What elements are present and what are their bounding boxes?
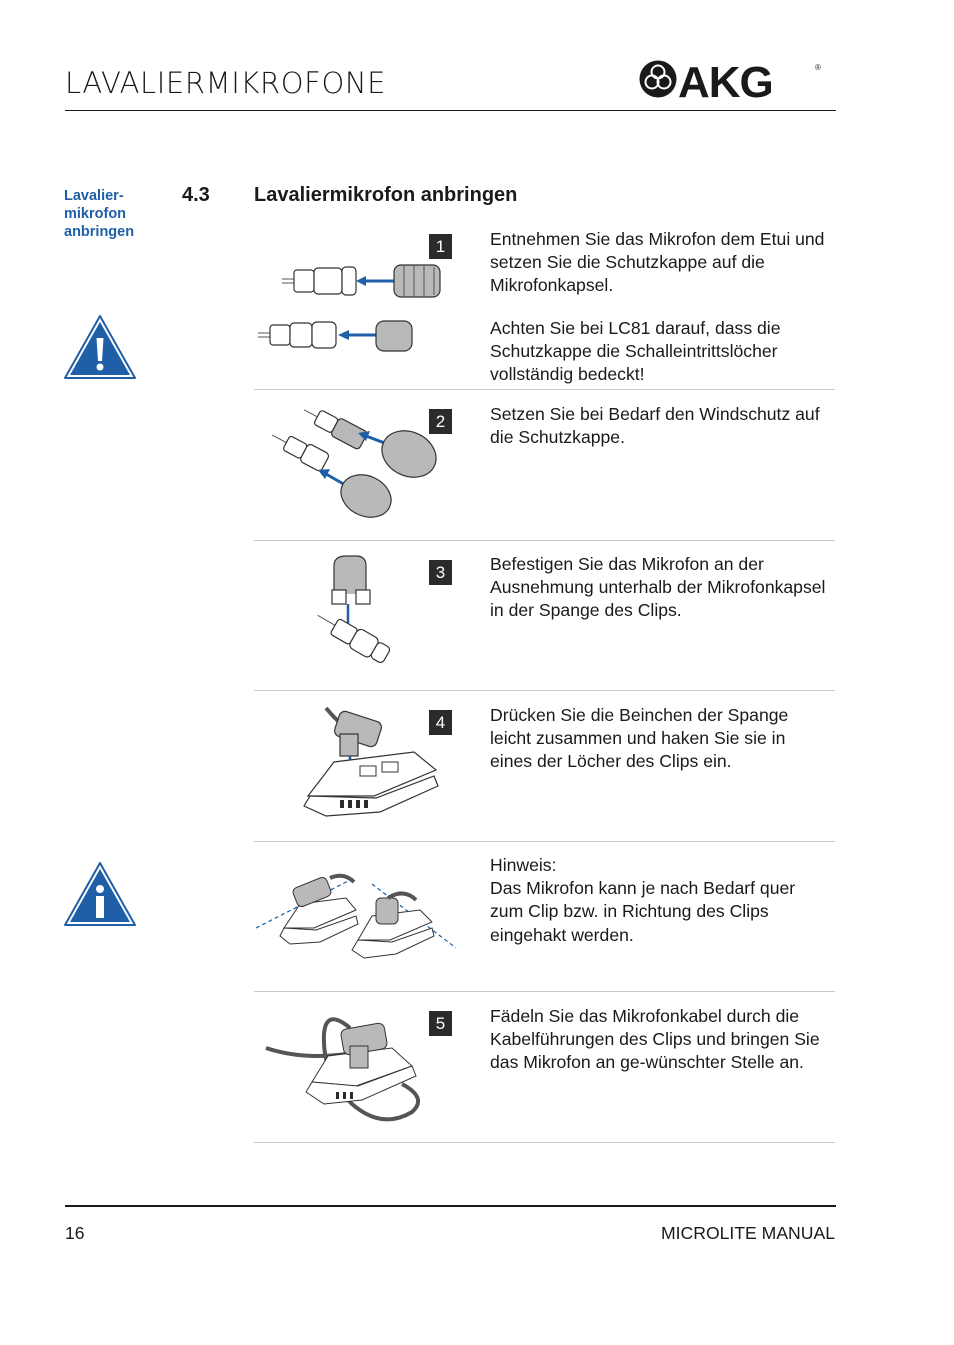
step-1-text [490, 228, 830, 386]
step-2-text [490, 403, 830, 449]
margin-note-line: Lavalier- [64, 188, 124, 204]
step-1-illustration [254, 255, 454, 365]
registered-mark: ® [815, 63, 821, 72]
margin-note-line: mikrofon [64, 206, 127, 222]
manual-name: MICROLITE MANUAL [660, 1223, 835, 1243]
section-title: Lavaliermikrofon anbringen [254, 184, 518, 206]
margin-note [64, 187, 154, 241]
document-title: LAVALIERMIKROFONE [65, 66, 387, 100]
margin-note-line: anbringen [64, 224, 135, 240]
footer-rule [65, 1205, 836, 1207]
step-paragraph: Setzen Sie bei Bedarf den Windschutz auf die Schutzkappe. [490, 404, 820, 448]
step-divider [254, 540, 835, 541]
step-5-illustration [262, 1004, 442, 1126]
step-3-text [490, 553, 830, 623]
step-paragraph: Fädeln Sie das Mikrofonkabel durch die Kabelführungen des Clips und bringen Sie das Mikrofon an ge-wünschter Stelle an. [490, 1006, 820, 1073]
step-2-illustration [254, 398, 454, 528]
note-label: Hinweis: [490, 855, 557, 875]
step-divider [254, 991, 835, 992]
step-number-badge: 1 [429, 234, 452, 259]
info-triangle-icon [63, 861, 137, 927]
step-divider [254, 1142, 835, 1143]
step-number-badge: 4 [429, 710, 452, 735]
step-paragraph: Befestigen Sie das Mikrofon an der Ausnehmung unterhalb der Mikrofonkapsel in der Spange des Clips. [490, 554, 826, 621]
header-rule [65, 110, 836, 111]
step-paragraph: Entnehmen Sie das Mikrofon dem Etui und setzen Sie die Schutzkappe auf die Mikrofonkapsel. [490, 229, 825, 296]
step-5-text [490, 1005, 830, 1075]
section-number: 4.3 [182, 184, 210, 206]
step-divider [254, 841, 835, 842]
step-paragraph: Das Mikrofon kann je nach Bedarf quer zum Clip bzw. in Richtung des Clips eingehakt werden. [490, 878, 796, 945]
note-illustration [254, 858, 459, 966]
step-4-text [490, 704, 830, 774]
note-text [490, 854, 830, 947]
akg-logo [638, 58, 823, 102]
page-number: 16 [65, 1223, 85, 1243]
step-divider [254, 690, 835, 691]
step-3-illustration [300, 552, 410, 677]
step-divider [254, 389, 835, 390]
step-number-badge: 5 [429, 1011, 452, 1036]
step-number-badge: 3 [429, 560, 452, 585]
warning-triangle-icon [63, 314, 137, 380]
logo-text: AKG [678, 58, 773, 102]
step-paragraph: Achten Sie bei LC81 darauf, dass die Schutzkappe die Schalleintrittslöcher vollständig bedeckt! [490, 317, 781, 385]
step-paragraph: Drücken Sie die Beinchen der Spange leicht zusammen und haken Sie sie in eines der Löcher des Clips ein. [490, 705, 789, 772]
step-number-badge: 2 [429, 409, 452, 434]
